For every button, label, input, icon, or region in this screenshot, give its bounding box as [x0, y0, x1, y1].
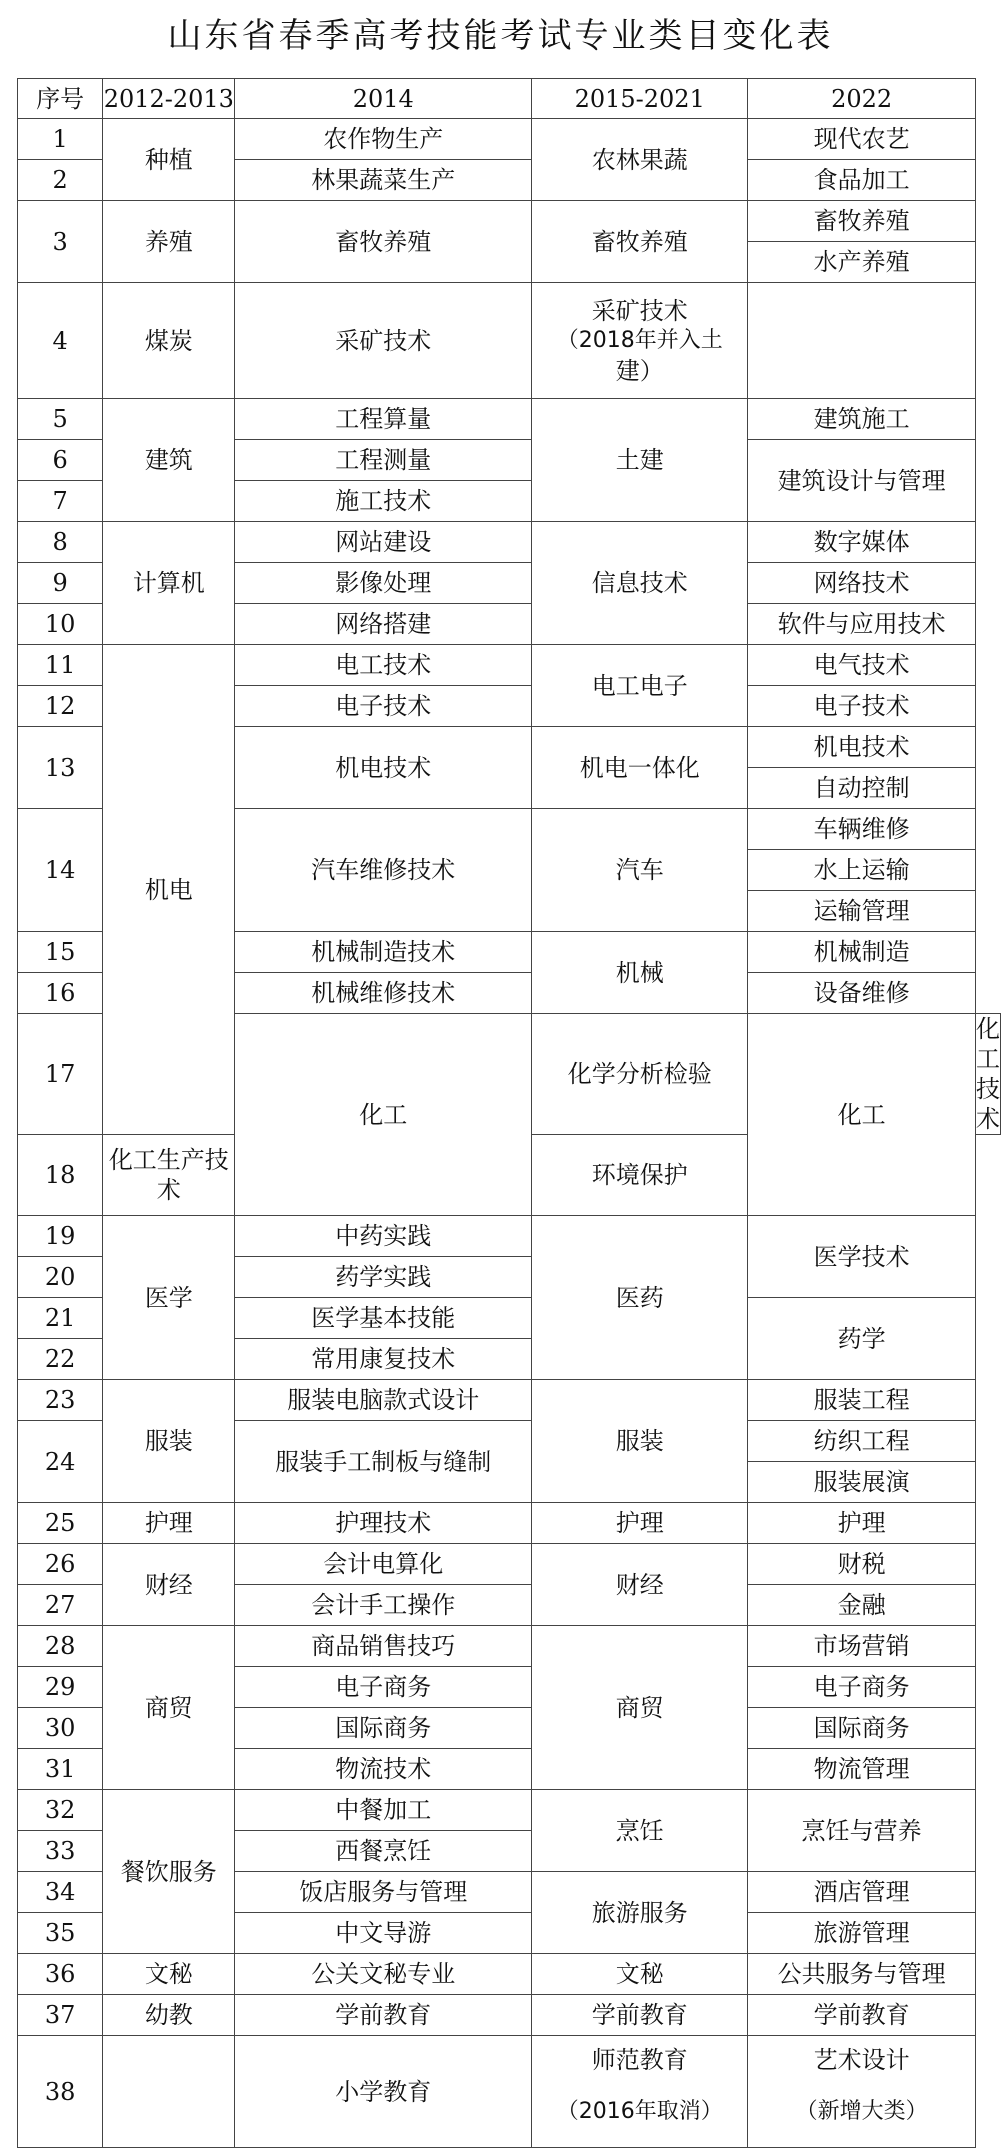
major-2014: 化工生产技术 — [103, 1135, 235, 1216]
major-2014: 林果蔬菜生产 — [235, 160, 532, 201]
row-number: 36 — [18, 1954, 103, 1995]
header-2015-2021: 2015-2021 — [532, 79, 748, 119]
row-number: 38 — [18, 2036, 103, 2148]
category-2015: 化工 — [748, 1014, 976, 1216]
row-number: 34 — [18, 1872, 103, 1913]
table-row — [18, 1216, 1001, 1257]
category-2012: 财经 — [103, 1544, 235, 1626]
major-2014: 中文导游 — [235, 1913, 532, 1954]
category-2015: 信息技术 — [532, 522, 748, 645]
table-row — [18, 399, 1001, 440]
row-number: 24 — [18, 1421, 103, 1503]
category-2015: 机械 — [532, 932, 748, 1014]
header-num: 序号 — [18, 79, 103, 119]
major-2022: 数字媒体 — [748, 522, 976, 563]
category-2015: 汽车 — [532, 809, 748, 932]
row-number: 15 — [18, 932, 103, 973]
row-number: 11 — [18, 645, 103, 686]
category-change-table — [17, 78, 1001, 2148]
category-2012: 化工 — [235, 1014, 532, 1216]
major-2014: 学前教育 — [235, 1995, 532, 2036]
category-2015 — [532, 2036, 748, 2148]
major-2014: 机械制造技术 — [235, 932, 532, 973]
major-2014: 中餐加工 — [235, 1790, 532, 1831]
category-2015: 畜牧养殖 — [532, 201, 748, 283]
table-row — [18, 283, 1001, 399]
major-2014: 采矿技术 — [235, 283, 532, 399]
major-2014: 机械维修技术 — [235, 973, 532, 1014]
row-number: 14 — [18, 809, 103, 932]
table-row — [18, 522, 1001, 563]
row-number: 4 — [18, 283, 103, 399]
major-2014: 服装电脑款式设计 — [235, 1380, 532, 1421]
major-2022: 食品加工 — [748, 160, 976, 201]
major-2022 — [748, 2036, 976, 2148]
category-2012: 医学 — [103, 1216, 235, 1380]
category-2015: 文秘 — [532, 1954, 748, 1995]
row-number: 37 — [18, 1995, 103, 2036]
row-number: 19 — [18, 1216, 103, 1257]
major-2022: 运输管理 — [748, 891, 976, 932]
major-2022: 服装工程 — [748, 1380, 976, 1421]
major-2022: 物流管理 — [748, 1749, 976, 1790]
header-2022: 2022 — [748, 79, 976, 119]
major-2014: 饭店服务与管理 — [235, 1872, 532, 1913]
category-2012: 服装 — [103, 1380, 235, 1503]
category-2015-note: （2016年取消） — [556, 2098, 723, 2124]
row-number: 6 — [18, 440, 103, 481]
table-row — [18, 1954, 1001, 1995]
header-2012-2013: 2012-2013 — [103, 79, 235, 119]
category-2015-line: 采矿技术 — [591, 296, 688, 325]
major-2014: 公关文秘专业 — [235, 1954, 532, 1995]
category-2012: 商贸 — [103, 1626, 235, 1790]
table-row — [18, 1790, 1001, 1831]
category-2015: 学前教育 — [532, 1995, 748, 2036]
row-number: 29 — [18, 1667, 103, 1708]
major-2014: 电工技术 — [235, 645, 532, 686]
category-2012: 计算机 — [103, 522, 235, 645]
major-2014: 机电技术 — [235, 727, 532, 809]
category-2012-empty — [103, 2036, 235, 2148]
row-number: 17 — [18, 1014, 103, 1135]
major-2022: 环境保护 — [532, 1135, 748, 1216]
major-2022: 网络技术 — [748, 563, 976, 604]
major-2022: 药学 — [748, 1298, 976, 1380]
row-number: 25 — [18, 1503, 103, 1544]
major-2022: 财税 — [748, 1544, 976, 1585]
row-number: 1 — [18, 119, 103, 160]
major-2022: 学前教育 — [748, 1995, 976, 2036]
row-number: 30 — [18, 1708, 103, 1749]
major-2022: 现代农艺 — [748, 119, 976, 160]
major-2022: 国际商务 — [748, 1708, 976, 1749]
major-2014: 药学实践 — [235, 1257, 532, 1298]
category-2012: 种植 — [103, 119, 235, 201]
category-2012: 机电 — [103, 645, 235, 1135]
major-2022: 机械制造 — [748, 932, 976, 973]
major-2014: 化学分析检验 — [532, 1014, 748, 1135]
major-2022: 电子商务 — [748, 1667, 976, 1708]
row-number: 32 — [18, 1790, 103, 1831]
major-2014: 服装手工制板与缝制 — [235, 1421, 532, 1503]
major-2014: 畜牧养殖 — [235, 201, 532, 283]
category-2015-note: 建） — [615, 356, 664, 385]
table-row — [18, 1544, 1001, 1585]
category-2015: 土建 — [532, 399, 748, 522]
row-number: 2 — [18, 160, 103, 201]
row-number: 22 — [18, 1339, 103, 1380]
major-2022: 护理 — [748, 1503, 976, 1544]
row-number: 9 — [18, 563, 103, 604]
category-2015: 农林果蔬 — [532, 119, 748, 201]
major-2022: 畜牧养殖 — [748, 201, 976, 242]
major-2022: 酒店管理 — [748, 1872, 976, 1913]
major-2022: 服装展演 — [748, 1462, 976, 1503]
major-2014: 商品销售技巧 — [235, 1626, 532, 1667]
table-row — [18, 201, 1001, 242]
row-number: 7 — [18, 481, 103, 522]
major-2014: 会计电算化 — [235, 1544, 532, 1585]
table-row — [18, 119, 1001, 160]
header-2014: 2014 — [235, 79, 532, 119]
major-2022: 化工技术 — [976, 1015, 1000, 1133]
row-number: 33 — [18, 1831, 103, 1872]
major-2014: 施工技术 — [235, 481, 532, 522]
major-2014: 医学基本技能 — [235, 1298, 532, 1339]
category-2012: 煤炭 — [103, 283, 235, 399]
major-2022: 市场营销 — [748, 1626, 976, 1667]
category-2015: 商贸 — [532, 1626, 748, 1790]
major-2014: 小学教育 — [235, 2036, 532, 2148]
row-number: 8 — [18, 522, 103, 563]
category-2015: 烹饪 — [532, 1790, 748, 1872]
header-row — [18, 79, 1001, 119]
category-2015: 财经 — [532, 1544, 748, 1626]
major-2014: 工程算量 — [235, 399, 532, 440]
category-2012: 护理 — [103, 1503, 235, 1544]
category-2015 — [532, 283, 748, 399]
category-2012: 幼教 — [103, 1995, 235, 2036]
major-2014: 会计手工操作 — [235, 1585, 532, 1626]
row-number: 21 — [18, 1298, 103, 1339]
major-2014: 中药实践 — [235, 1216, 532, 1257]
major-2014: 国际商务 — [235, 1708, 532, 1749]
category-2015: 机电一体化 — [532, 727, 748, 809]
major-2014: 电子技术 — [235, 686, 532, 727]
table-row — [18, 1626, 1001, 1667]
page-title: 山东省春季高考技能考试专业类目变化表 — [167, 16, 834, 56]
row-number: 20 — [18, 1257, 103, 1298]
category-2015-note: （2018年并入土 — [556, 327, 723, 353]
category-2015: 服装 — [532, 1380, 748, 1503]
major-2022: 水产养殖 — [748, 242, 976, 283]
category-2012: 建筑 — [103, 399, 235, 522]
category-2012: 餐饮服务 — [103, 1790, 235, 1954]
category-2015-line: 师范教育 — [591, 2045, 688, 2074]
major-2014: 汽车维修技术 — [235, 809, 532, 932]
row-number: 5 — [18, 399, 103, 440]
major-2022: 设备维修 — [748, 973, 976, 1014]
table-row — [18, 645, 1001, 686]
row-number: 27 — [18, 1585, 103, 1626]
major-2014: 物流技术 — [235, 1749, 532, 1790]
major-2014: 农作物生产 — [235, 119, 532, 160]
row-number: 31 — [18, 1749, 103, 1790]
category-2015: 医药 — [532, 1216, 748, 1380]
row-number: 3 — [18, 201, 103, 283]
row-number: 10 — [18, 604, 103, 645]
major-2022: 旅游管理 — [748, 1913, 976, 1954]
major-2022-line: 艺术设计 — [813, 2045, 910, 2074]
row-number: 16 — [18, 973, 103, 1014]
major-2022: 公共服务与管理 — [748, 1954, 976, 1995]
major-2022: 医学技术 — [748, 1216, 976, 1298]
table-row — [18, 1380, 1001, 1421]
major-2022: 建筑设计与管理 — [748, 440, 976, 522]
major-2022: 烹饪与营养 — [748, 1790, 976, 1872]
major-2022: 建筑施工 — [748, 399, 976, 440]
category-2012: 养殖 — [103, 201, 235, 283]
table-row — [18, 1503, 1001, 1544]
table-row — [18, 1995, 1001, 2036]
major-2022: 水上运输 — [748, 850, 976, 891]
major-2022: 车辆维修 — [748, 809, 976, 850]
major-2022: 电子技术 — [748, 686, 976, 727]
row-number: 13 — [18, 727, 103, 809]
major-2014: 西餐烹饪 — [235, 1831, 532, 1872]
row-number: 18 — [18, 1135, 103, 1216]
major-2022: 金融 — [748, 1585, 976, 1626]
row-number: 26 — [18, 1544, 103, 1585]
major-2022: 自动控制 — [748, 768, 976, 809]
major-2014: 电子商务 — [235, 1667, 532, 1708]
row-number: 28 — [18, 1626, 103, 1667]
major-2022: 纺织工程 — [748, 1421, 976, 1462]
major-2014: 工程测量 — [235, 440, 532, 481]
major-2014: 护理技术 — [235, 1503, 532, 1544]
category-2015: 旅游服务 — [532, 1872, 748, 1954]
major-2022-note: （新增大类） — [795, 2098, 928, 2124]
major-2014: 影像处理 — [235, 563, 532, 604]
table-row — [18, 2036, 1001, 2148]
major-2022: 软件与应用技术 — [748, 604, 976, 645]
category-2012: 文秘 — [103, 1954, 235, 1995]
category-2015: 护理 — [532, 1503, 748, 1544]
major-2014: 网站建设 — [235, 522, 532, 563]
major-2022-empty — [748, 283, 976, 399]
row-number: 23 — [18, 1380, 103, 1421]
category-2015: 电工电子 — [532, 645, 748, 727]
row-number: 35 — [18, 1913, 103, 1954]
major-2014: 常用康复技术 — [235, 1339, 532, 1380]
major-2014: 网络搭建 — [235, 604, 532, 645]
row-number: 12 — [18, 686, 103, 727]
major-2022: 机电技术 — [748, 727, 976, 768]
major-2022: 电气技术 — [748, 645, 976, 686]
